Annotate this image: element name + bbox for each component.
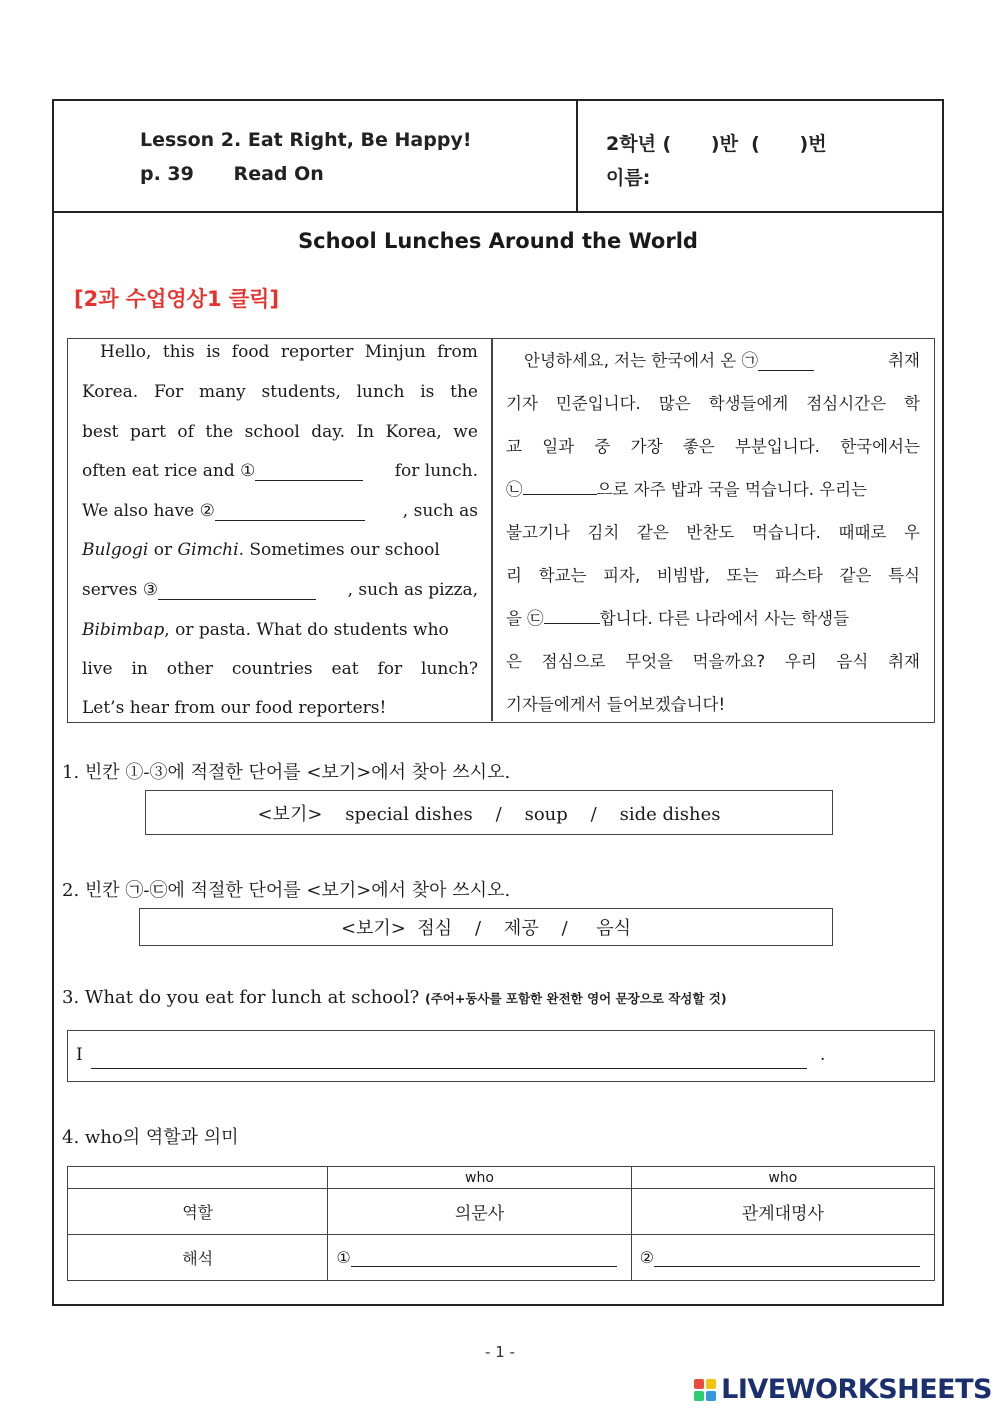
worksheet-header [54, 101, 942, 213]
page-reference: p. 39 Read On [140, 163, 324, 185]
row-label-meaning: 해석 [68, 1235, 328, 1281]
question-1-choices: <보기> special dishes / soup / side dishes [145, 790, 833, 835]
table-row [68, 1189, 935, 1235]
question-3-note: (주어+동사를 포함한 완전한 영어 문장으로 작성할 것) [425, 991, 727, 1006]
liveworksheets-logo-icon [694, 1379, 716, 1401]
logo-square [706, 1391, 716, 1401]
en-line-5: We also have ② , such as [82, 501, 478, 521]
row-label-role: 역할 [68, 1189, 328, 1235]
question-3-prompt: 3. What do you eat for lunch at school? (주어+동사를 포함한 완전한 영어 문장으로 작성할 것) [62, 987, 727, 1008]
blank-2[interactable] [215, 502, 365, 521]
table-col-header-1: who [328, 1167, 631, 1189]
meaning-cell-2 [631, 1235, 934, 1281]
meaning-cell-1 [328, 1235, 631, 1281]
page-title: School Lunches Around the World [298, 229, 698, 253]
question-2-choices: <보기> 점심 / 제공 / 음식 [139, 908, 833, 946]
blank-a[interactable] [758, 352, 814, 371]
liveworksheets-logo[interactable] [694, 1374, 992, 1405]
en-line-8: Bibimbap, or pasta. What do students who [82, 620, 449, 640]
question-4-prompt: 4. who의 역할과 의미 [62, 1127, 239, 1148]
en-line-2: Korea. For many students, lunch is the [82, 382, 478, 402]
role-relative-pronoun: 관계대명사 [631, 1189, 934, 1235]
blank-1[interactable] [255, 462, 363, 481]
ko-line-2: 기자 민준입니다. 많은 학생들에게 점심시간은 학 [506, 394, 920, 413]
ko-line-9: 기자들에게서 들어보겠습니다! [506, 695, 726, 714]
who-table [67, 1166, 935, 1281]
reading-passage [67, 338, 935, 723]
question-2-prompt: 2. 빈칸 ㉠-㉢에 적절한 단어를 <보기>에서 찾아 쓰시오. [62, 880, 511, 901]
blank-c[interactable] [544, 605, 600, 624]
ko-line-8: 은 점심으로 무엇을 먹을까요? 우리 음식 취재 [506, 652, 920, 671]
video-link[interactable]: [2과 수업영상1 클릭] [74, 287, 280, 311]
reading-divider [491, 339, 493, 721]
ko-line-4: ㉡ 으로 자주 밥과 국을 먹습니다. 우리는 [506, 476, 920, 500]
en-line-1: Hello, this is food reporter Minjun from [100, 342, 478, 362]
logo-square [694, 1391, 704, 1401]
answer-suffix: . [820, 1045, 826, 1065]
table-corner-cell [68, 1167, 328, 1189]
ko-line-3: 교 일과 중 가장 좋은 부분입니다. 한국에서는 [506, 437, 920, 456]
ko-line-5: 불고기나 김치 같은 반찬도 먹습니다. 때때로 우 [506, 523, 920, 542]
en-line-9: live in other countries eat for lunch? [82, 659, 478, 679]
meaning-marker-2: ② [639, 1248, 654, 1267]
en-line-4: often eat rice and ① for lunch. [82, 461, 478, 481]
header-divider [576, 101, 578, 211]
meaning-marker-1: ① [336, 1248, 351, 1267]
ko-line-1: 안녕하세요, 저는 한국에서 온 ㉠ 취재 [524, 351, 920, 370]
class-info: 2학년 ( )반 ( )번 [606, 133, 827, 155]
page-number: - 1 - [485, 1343, 515, 1361]
name-label: 이름: [606, 167, 651, 189]
table-col-header-2: who [631, 1167, 934, 1189]
en-line-10: Let’s hear from our food reporters! [82, 698, 387, 718]
table-row [68, 1235, 935, 1281]
blank-b[interactable] [523, 476, 597, 495]
lesson-title: Lesson 2. Eat Right, Be Happy! [140, 129, 472, 151]
ko-line-6: 리 학교는 피자, 비빔밥, 또는 파스타 같은 특식 [506, 566, 920, 585]
meaning-input-2[interactable] [654, 1248, 920, 1267]
en-line-6: Bulgogi or Gimchi. Sometimes our school [82, 540, 440, 560]
meaning-input-1[interactable] [351, 1248, 617, 1267]
blank-3[interactable] [158, 581, 316, 600]
logo-square [706, 1379, 716, 1389]
question-1-prompt: 1. 빈칸 ①-③에 적절한 단어를 <보기>에서 찾아 쓰시오. [62, 762, 511, 783]
en-line-3: best part of the school day. In Korea, we [82, 422, 478, 442]
brand-name: LIVEWORKSHEETS [721, 1374, 992, 1405]
question-3-answer-input[interactable] [91, 1050, 807, 1069]
worksheet [52, 99, 944, 1306]
logo-square [694, 1379, 704, 1389]
en-line-7: serves ③ , such as pizza, [82, 580, 478, 600]
table-header-row [68, 1167, 935, 1189]
role-interrogative: 의문사 [328, 1189, 631, 1235]
answer-prefix: I [76, 1045, 83, 1065]
ko-line-7: 을 ㉢ 합니다. 다른 나라에서 사는 학생들 [506, 605, 920, 629]
